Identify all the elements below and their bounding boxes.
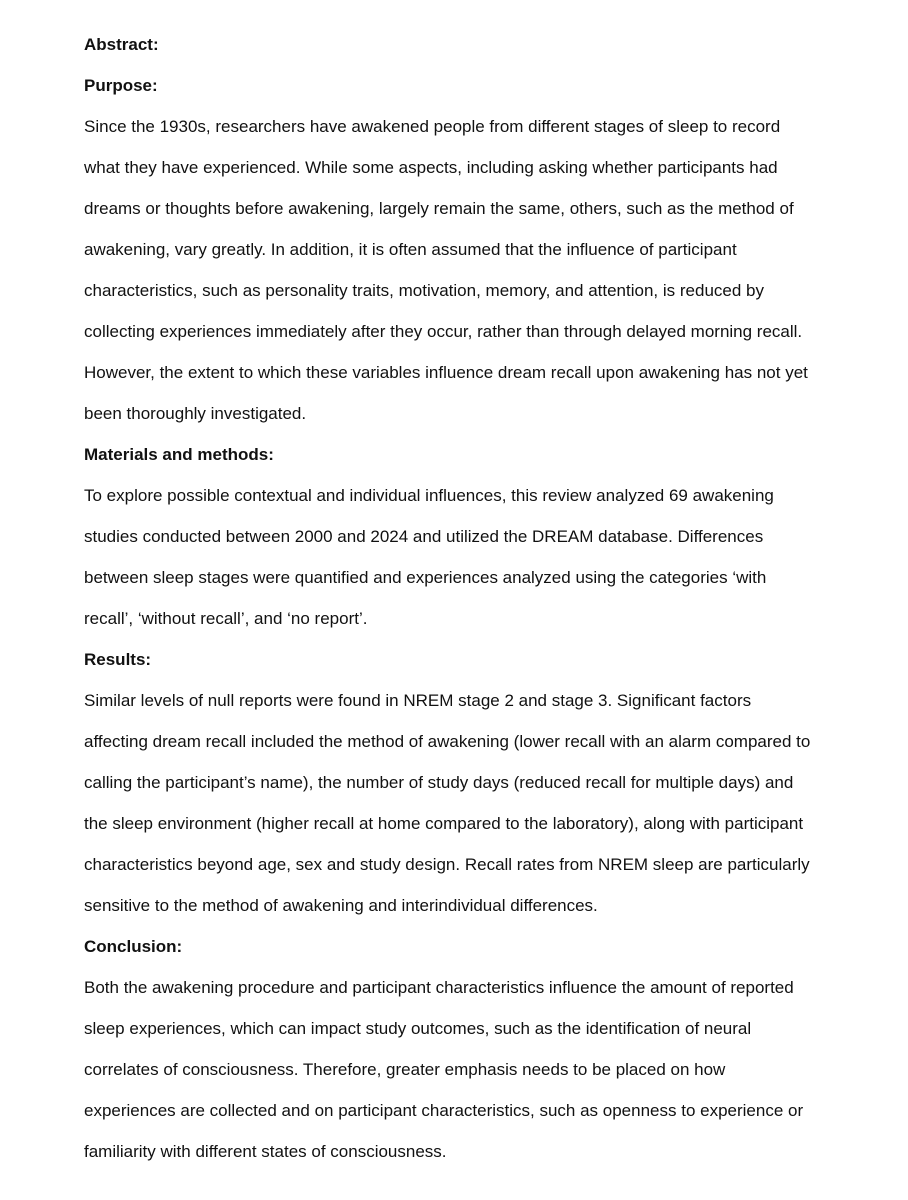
purpose-line: dreams or thoughts before awakening, largely remain the same, others, such as the method of [84,199,794,218]
conclusion-heading: Conclusion: [84,937,183,956]
purpose-line: what they have experienced. While some aspects, including asking whether participants had [84,158,778,177]
methods-line: between sleep stages were quantified and experiences analyzed using the categories ‘with [84,568,767,587]
conclusion-line: sleep experiences, which can impact study outcomes, such as the identification of neural [84,1019,752,1038]
purpose-section [84,65,884,434]
results-line: sensitive to the method of awakening and interindividual differences. [84,896,598,915]
purpose-line: collecting experiences immediately after they occur, rather than through delayed morning recall. [84,322,803,341]
conclusion-line: familiarity with different states of consciousness. [84,1142,447,1161]
methods-line: To explore possible contextual and individual influences, this review analyzed 69 awakening [84,486,774,505]
purpose-heading: Purpose: [84,76,158,95]
conclusion-line: correlates of consciousness. Therefore, greater emphasis needs to be placed on how [84,1060,726,1079]
methods-heading: Materials and methods: [84,445,274,464]
conclusion-line: Both the awakening procedure and participant characteristics influence the amount of reported [84,978,794,997]
results-line: calling the participant’s name), the number of study days (reduced recall for multiple days) and [84,773,794,792]
purpose-line: Since the 1930s, researchers have awakened people from different stages of sleep to record [84,117,781,136]
results-line: affecting dream recall included the method of awakening (lower recall with an alarm compared to [84,732,811,751]
methods-line: studies conducted between 2000 and 2024 and utilized the DREAM database. Differences [84,527,764,546]
methods-line: recall’, ‘without recall’, and ‘no report’. [84,609,368,628]
results-line: the sleep environment (higher recall at home compared to the laboratory), along with participant [84,814,804,833]
abstract-document [84,24,884,1172]
results-heading: Results: [84,650,152,669]
methods-section [84,434,884,639]
purpose-line: characteristics, such as personality traits, motivation, memory, and attention, is reduced by [84,281,764,300]
purpose-line: been thoroughly investigated. [84,404,307,423]
purpose-line: awakening, vary greatly. In addition, it is often assumed that the influence of participant [84,240,737,259]
abstract-heading: Abstract: [84,35,159,54]
conclusion-line: experiences are collected and on participant characteristics, such as openness to experience or [84,1101,804,1120]
conclusion-section [84,926,884,1172]
purpose-line: However, the extent to which these variables influence dream recall upon awakening has not yet [84,363,808,382]
results-line: Similar levels of null reports were found in NREM stage 2 and stage 3. Significant factors [84,691,752,710]
results-line: characteristics beyond age, sex and study design. Recall rates from NREM sleep are particularly [84,855,810,874]
results-section [84,639,884,926]
